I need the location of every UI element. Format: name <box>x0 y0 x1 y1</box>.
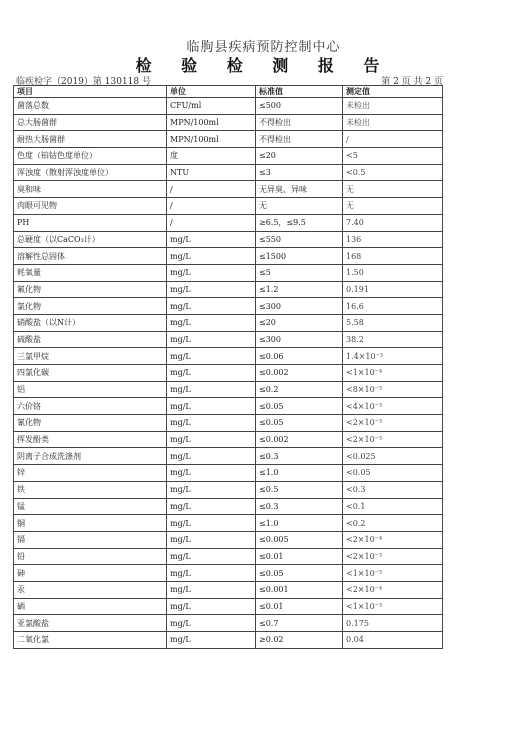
result-cell: <0.05 <box>343 465 443 482</box>
page-indicator: 第 2 页 共 2 页 <box>381 77 443 87</box>
standard-cell: ≤1500 <box>256 248 343 265</box>
result-cell: 无 <box>343 181 443 198</box>
standard-cell: 无异臭、异味 <box>256 181 343 198</box>
unit-cell: mg/L <box>167 431 256 448</box>
header-result: 测定值 <box>343 86 443 98</box>
item-cell: 亚氯酸盐 <box>14 615 167 632</box>
item-cell: 耐热大肠菌群 <box>14 131 167 148</box>
item-cell: 氰化物 <box>14 415 167 432</box>
standard-cell: ≤0.05 <box>256 398 343 415</box>
unit-cell: 度 <box>167 148 256 165</box>
result-cell: 38.2 <box>343 331 443 348</box>
unit-cell: mg/L <box>167 264 256 281</box>
item-cell: 铝 <box>14 381 167 398</box>
item-cell: 硒 <box>14 598 167 615</box>
header-item: 项目 <box>14 86 167 98</box>
header-standard: 标准值 <box>256 86 343 98</box>
item-cell: 六价铬 <box>14 398 167 415</box>
table-row <box>14 314 443 331</box>
result-cell: <0.1 <box>343 498 443 515</box>
result-cell: 未检出 <box>343 114 443 131</box>
unit-cell: mg/L <box>167 281 256 298</box>
item-cell: 耗氧量 <box>14 264 167 281</box>
result-cell: 无 <box>343 198 443 215</box>
standard-cell: ≤3 <box>256 164 343 181</box>
unit-cell: mg/L <box>167 548 256 565</box>
result-cell: 未检出 <box>343 98 443 115</box>
table-row <box>14 465 443 482</box>
standard-cell: ≤0.3 <box>256 498 343 515</box>
item-cell: PH <box>14 214 167 231</box>
table-row <box>14 114 443 131</box>
item-cell: 二氧化氯 <box>14 632 167 649</box>
table-row <box>14 531 443 548</box>
standard-cell: ≤0.002 <box>256 365 343 382</box>
result-cell: <2×10⁻³ <box>343 548 443 565</box>
standard-cell: 不得检出 <box>256 114 343 131</box>
standard-cell: ≤0.01 <box>256 598 343 615</box>
table-row <box>14 148 443 165</box>
standard-cell: ≤0.01 <box>256 548 343 565</box>
standard-cell: ≤0.05 <box>256 565 343 582</box>
table-row <box>14 615 443 632</box>
result-cell: 1.4×10⁻³ <box>343 348 443 365</box>
standard-cell: ≤550 <box>256 231 343 248</box>
standard-cell: ≤1.2 <box>256 281 343 298</box>
result-cell: <2×10⁻⁴ <box>343 581 443 598</box>
table-row <box>14 231 443 248</box>
item-cell: 总硬度（以CaCO₃计） <box>14 231 167 248</box>
result-cell: <1×10⁻³ <box>343 598 443 615</box>
result-cell: <2×10⁻³ <box>343 431 443 448</box>
unit-cell: mg/L <box>167 348 256 365</box>
unit-cell: mg/L <box>167 381 256 398</box>
table-row <box>14 431 443 448</box>
item-cell: 镉 <box>14 531 167 548</box>
result-cell: 1.50 <box>343 264 443 281</box>
unit-cell: mg/L <box>167 632 256 649</box>
unit-cell: mg/L <box>167 531 256 548</box>
result-cell: <2×10⁻⁴ <box>343 531 443 548</box>
unit-cell: mg/L <box>167 314 256 331</box>
table-header-row <box>14 86 443 98</box>
unit-cell: / <box>167 214 256 231</box>
unit-cell: mg/L <box>167 498 256 515</box>
unit-cell: mg/L <box>167 615 256 632</box>
result-cell: <1×10⁻⁴ <box>343 365 443 382</box>
standard-cell: ≤5 <box>256 264 343 281</box>
table-row <box>14 131 443 148</box>
result-cell: <4×10⁻³ <box>343 398 443 415</box>
table-body <box>14 98 443 649</box>
item-cell: 臭和味 <box>14 181 167 198</box>
item-cell: 铁 <box>14 481 167 498</box>
table-row <box>14 164 443 181</box>
unit-cell: mg/L <box>167 331 256 348</box>
table-row <box>14 181 443 198</box>
table-row <box>14 415 443 432</box>
result-cell: 136 <box>343 231 443 248</box>
standard-cell: ≥0.02 <box>256 632 343 649</box>
result-cell: 168 <box>343 248 443 265</box>
results-table <box>13 85 443 649</box>
result-cell: <5 <box>343 148 443 165</box>
unit-cell: mg/L <box>167 231 256 248</box>
table-row <box>14 581 443 598</box>
item-cell: 氯化物 <box>14 298 167 315</box>
unit-cell: NTU <box>167 164 256 181</box>
table-row <box>14 281 443 298</box>
table-row <box>14 214 443 231</box>
item-cell: 三氯甲烷 <box>14 348 167 365</box>
unit-cell: mg/L <box>167 298 256 315</box>
standard-cell: ≤0.3 <box>256 448 343 465</box>
table-row <box>14 448 443 465</box>
result-cell: 16.6 <box>343 298 443 315</box>
standard-cell: ≤0.06 <box>256 348 343 365</box>
standard-cell: ≤1.0 <box>256 465 343 482</box>
unit-cell: mg/L <box>167 248 256 265</box>
standard-cell: ≤20 <box>256 314 343 331</box>
standard-cell: ≤0.001 <box>256 581 343 598</box>
unit-cell: mg/L <box>167 598 256 615</box>
table-row <box>14 331 443 348</box>
report-title: 检 验 检 测 报 告 <box>135 56 392 75</box>
item-cell: 挥发酚类 <box>14 431 167 448</box>
standard-cell: ≤0.7 <box>256 615 343 632</box>
item-cell: 总大肠菌群 <box>14 114 167 131</box>
item-cell: 肉眼可见物 <box>14 198 167 215</box>
result-cell: 0.175 <box>343 615 443 632</box>
result-cell: <8×10⁻³ <box>343 381 443 398</box>
standard-cell: ≤500 <box>256 98 343 115</box>
item-cell: 锰 <box>14 498 167 515</box>
standard-cell: ≤0.05 <box>256 415 343 432</box>
item-cell: 硫酸盐 <box>14 331 167 348</box>
table-row <box>14 348 443 365</box>
standard-cell: 不得检出 <box>256 131 343 148</box>
item-cell: 砷 <box>14 565 167 582</box>
item-cell: 硝酸盐（以N计） <box>14 314 167 331</box>
unit-cell: / <box>167 198 256 215</box>
organization-name: 临朐县疾病预防控制中心 <box>186 40 341 55</box>
unit-cell: MPN/100ml <box>167 114 256 131</box>
table-row <box>14 481 443 498</box>
item-cell: 色度（铂钴色度单位） <box>14 148 167 165</box>
item-cell: 溶解性总固体 <box>14 248 167 265</box>
result-cell: <0.3 <box>343 481 443 498</box>
unit-cell: mg/L <box>167 515 256 532</box>
table-row <box>14 498 443 515</box>
result-cell: <2×10⁻³ <box>343 415 443 432</box>
result-cell: <0.2 <box>343 515 443 532</box>
table-row <box>14 565 443 582</box>
unit-cell: / <box>167 181 256 198</box>
unit-cell: mg/L <box>167 581 256 598</box>
standard-cell: ≤0.005 <box>256 531 343 548</box>
standard-cell: 无 <box>256 198 343 215</box>
item-cell: 汞 <box>14 581 167 598</box>
header-unit: 单位 <box>167 86 256 98</box>
result-cell: 0.191 <box>343 281 443 298</box>
unit-cell: mg/L <box>167 448 256 465</box>
result-cell: <0.5 <box>343 164 443 181</box>
item-cell: 铜 <box>14 515 167 532</box>
unit-cell: mg/L <box>167 415 256 432</box>
unit-cell: mg/L <box>167 398 256 415</box>
table-row <box>14 548 443 565</box>
standard-cell: ≤300 <box>256 298 343 315</box>
table-row <box>14 632 443 649</box>
unit-cell: mg/L <box>167 465 256 482</box>
table-row <box>14 381 443 398</box>
item-cell: 铅 <box>14 548 167 565</box>
item-cell: 氟化物 <box>14 281 167 298</box>
standard-cell: ≥6.5，≤9.5 <box>256 214 343 231</box>
result-cell: 5.58 <box>343 314 443 331</box>
unit-cell: MPN/100ml <box>167 131 256 148</box>
table-row <box>14 598 443 615</box>
standard-cell: ≤0.002 <box>256 431 343 448</box>
unit-cell: mg/L <box>167 565 256 582</box>
table-row <box>14 198 443 215</box>
table-row <box>14 264 443 281</box>
result-cell: 7.40 <box>343 214 443 231</box>
item-cell: 锌 <box>14 465 167 482</box>
standard-cell: ≤1.0 <box>256 515 343 532</box>
table-row <box>14 248 443 265</box>
unit-cell: mg/L <box>167 365 256 382</box>
result-cell: / <box>343 131 443 148</box>
table-row <box>14 398 443 415</box>
item-cell: 菌落总数 <box>14 98 167 115</box>
unit-cell: mg/L <box>167 481 256 498</box>
report-number: 临疾检字（2019）第 130118 号 <box>16 77 151 87</box>
result-cell: <1×10⁻³ <box>343 565 443 582</box>
standard-cell: ≤300 <box>256 331 343 348</box>
table-row <box>14 365 443 382</box>
result-cell: <0.025 <box>343 448 443 465</box>
table-row <box>14 298 443 315</box>
item-cell: 阴离子合成洗涤剂 <box>14 448 167 465</box>
table-row <box>14 515 443 532</box>
result-cell: 0.04 <box>343 632 443 649</box>
unit-cell: CFU/ml <box>167 98 256 115</box>
standard-cell: ≤0.2 <box>256 381 343 398</box>
table-row <box>14 98 443 115</box>
standard-cell: ≤0.5 <box>256 481 343 498</box>
standard-cell: ≤20 <box>256 148 343 165</box>
item-cell: 浑浊度（散射浑浊度单位） <box>14 164 167 181</box>
item-cell: 四氯化碳 <box>14 365 167 382</box>
